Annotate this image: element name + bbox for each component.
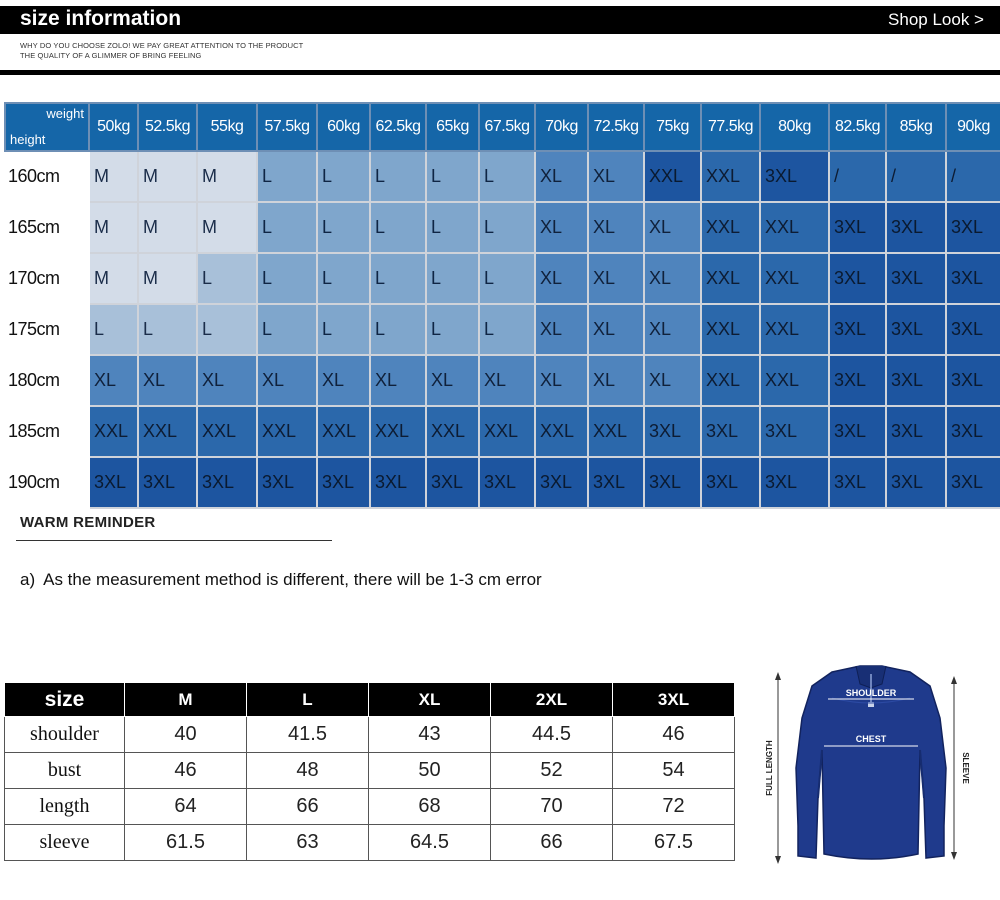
grid-row [5,202,1000,253]
measurement-value: 44.5 [491,717,613,753]
warm-reminder-item [20,570,542,590]
page-title: size information [20,7,182,30]
size-cell: 3XL [89,457,138,508]
size-cell: 3XL [257,457,317,508]
size-cell: L [426,202,479,253]
size-cell: XXL [701,151,760,202]
size-cell: L [257,253,317,304]
size-cell: L [197,304,257,355]
size-cell: M [138,253,197,304]
size-cell: XXL [760,202,829,253]
corner-height-label: height [10,132,46,147]
size-cell: XL [257,355,317,406]
weight-header: 57.5kg [257,103,317,151]
weight-header: 50kg [89,103,138,151]
size-cell: 3XL [946,304,1000,355]
size-cell: 3XL [829,406,886,457]
size-cell: XXL [701,202,760,253]
size-cell: 3XL [644,457,701,508]
size-cell: L [197,253,257,304]
measurement-value: 48 [247,753,369,789]
size-cell: XL [644,253,701,304]
size-header: XL [369,683,491,717]
measurement-value: 41.5 [247,717,369,753]
size-cell: L [426,304,479,355]
header-bar [0,6,1000,34]
size-cell: XXL [535,406,588,457]
size-column-header: size [5,683,125,717]
size-cell: 3XL [886,457,946,508]
measurement-row [5,753,735,789]
weight-header: 62.5kg [370,103,426,151]
size-cell: XL [535,202,588,253]
size-cell: XXL [197,406,257,457]
size-cell: XL [535,253,588,304]
size-cell: 3XL [829,253,886,304]
size-cell: 3XL [644,406,701,457]
grid-row [5,253,1000,304]
size-cell: L [370,253,426,304]
size-cell: XL [138,355,197,406]
height-header: 175cm [5,304,89,355]
size-cell: L [257,151,317,202]
size-cell: 3XL [760,457,829,508]
measurement-value: 68 [369,789,491,825]
size-recommendation-grid [4,102,1000,509]
size-cell: L [138,304,197,355]
size-cell: 3XL [701,406,760,457]
sleeve-arrow [951,676,957,860]
warm-reminder-title: WARM REMINDER [20,514,156,531]
size-cell: XXL [138,406,197,457]
measurement-row [5,789,735,825]
shoulder-label: SHOULDER [845,688,897,698]
size-cell: 3XL [370,457,426,508]
height-header: 185cm [5,406,89,457]
grid-row [5,457,1000,508]
subtitle-line-2: THE QUALITY OF A GLIMMER OF BRING FEELING [20,51,202,60]
weight-header: 77.5kg [701,103,760,151]
size-cell: XL [89,355,138,406]
size-cell: L [370,304,426,355]
measurement-value: 61.5 [125,825,247,861]
size-cell: 3XL [197,457,257,508]
size-cell: 3XL [886,253,946,304]
size-cell: M [89,202,138,253]
size-cell: L [317,253,370,304]
shop-look-link[interactable]: Shop Look > [888,10,984,29]
weight-header: 90kg [946,103,1000,151]
size-cell: 3XL [829,355,886,406]
measurement-value: 52 [491,753,613,789]
size-header: L [247,683,369,717]
size-cell: XL [644,355,701,406]
measurement-label: shoulder [5,717,125,753]
size-cell: L [479,151,535,202]
size-cell: / [829,151,886,202]
size-cell: XL [479,355,535,406]
size-cell: 3XL [535,457,588,508]
size-cell: 3XL [138,457,197,508]
size-cell: L [479,202,535,253]
size-header: 2XL [491,683,613,717]
size-cell: 3XL [760,406,829,457]
size-cell: 3XL [829,457,886,508]
size-cell: M [197,202,257,253]
weight-header: 55kg [197,103,257,151]
sleeve-label: SLEEVE [961,752,970,784]
height-header: 170cm [5,253,89,304]
size-cell: 3XL [829,202,886,253]
size-cell: L [479,304,535,355]
measurement-value: 72 [613,789,735,825]
size-cell: M [138,202,197,253]
size-cell: 3XL [588,457,644,508]
height-header: 160cm [5,151,89,202]
size-cell: 3XL [479,457,535,508]
measurement-value: 66 [247,789,369,825]
size-cell: M [89,151,138,202]
size-cell: 3XL [317,457,370,508]
weight-header: 70kg [535,103,588,151]
size-cell: XXL [701,253,760,304]
measurement-label: length [5,789,125,825]
measurement-value: 50 [369,753,491,789]
size-cell: XL [588,202,644,253]
measurement-value: 64 [125,789,247,825]
weight-header: 85kg [886,103,946,151]
measurement-value: 64.5 [369,825,491,861]
size-cell: / [946,151,1000,202]
measurement-value: 67.5 [613,825,735,861]
corner-weight-label: weight [46,106,84,121]
size-cell: / [886,151,946,202]
size-cell: XL [588,151,644,202]
weight-header: 65kg [426,103,479,151]
size-cell: XL [197,355,257,406]
weight-header: 60kg [317,103,370,151]
grid-row [5,355,1000,406]
measurement-value: 54 [613,753,735,789]
size-cell: XXL [317,406,370,457]
size-cell: XL [535,151,588,202]
measurement-value: 40 [125,717,247,753]
measurement-label: bust [5,753,125,789]
measurement-row [5,717,735,753]
size-cell: 3XL [760,151,829,202]
size-cell: L [317,304,370,355]
warm-reminder-underline [16,540,332,541]
height-header: 165cm [5,202,89,253]
grid-row [5,151,1000,202]
header-divider [0,70,1000,75]
size-cell: XL [535,355,588,406]
sweater-measurement-illustration [760,658,992,870]
weight-header: 52.5kg [138,103,197,151]
chest-label: CHEST [855,734,887,744]
size-cell: L [426,151,479,202]
size-cell: XXL [760,253,829,304]
size-cell: M [197,151,257,202]
size-cell: XXL [644,151,701,202]
size-cell: XXL [257,406,317,457]
size-cell: XXL [370,406,426,457]
size-cell: XXL [89,406,138,457]
grid-row [5,304,1000,355]
size-cell: 3XL [886,304,946,355]
size-cell: L [317,202,370,253]
size-cell: XXL [701,304,760,355]
size-cell: L [257,304,317,355]
size-cell: XXL [426,406,479,457]
weight-header: 82.5kg [829,103,886,151]
size-cell: XXL [701,355,760,406]
measurement-value: 43 [369,717,491,753]
size-cell: XL [588,355,644,406]
weight-header: 67.5kg [479,103,535,151]
warm-reminder-marker: a) [20,570,36,589]
height-header: 190cm [5,457,89,508]
size-cell: M [89,253,138,304]
size-cell: XXL [760,304,829,355]
size-cell: 3XL [829,304,886,355]
size-cell: L [317,151,370,202]
size-cell: 3XL [886,406,946,457]
full-length-label: FULL LENGTH [765,740,774,796]
full-length-arrow [775,672,781,864]
size-header: 3XL [613,683,735,717]
warm-reminder-text: As the measurement method is different, there will be 1-3 cm error [43,570,542,589]
size-cell: L [426,253,479,304]
size-cell: L [89,304,138,355]
weight-header: 72.5kg [588,103,644,151]
size-cell: XXL [479,406,535,457]
size-cell: XL [588,304,644,355]
measurement-value: 46 [613,717,735,753]
size-cell: 3XL [946,202,1000,253]
measurement-table [4,682,735,861]
measurement-value: 46 [125,753,247,789]
size-cell: XL [426,355,479,406]
size-cell: XL [644,304,701,355]
size-cell: XXL [588,406,644,457]
size-cell: 3XL [886,202,946,253]
size-header: M [125,683,247,717]
measurement-label: sleeve [5,825,125,861]
measurement-value: 70 [491,789,613,825]
size-cell: 3XL [426,457,479,508]
size-cell: 3XL [701,457,760,508]
measurement-row [5,825,735,861]
size-cell: 3XL [946,457,1000,508]
measurement-value: 66 [491,825,613,861]
size-cell: L [257,202,317,253]
size-cell: XXL [760,355,829,406]
weight-header: 75kg [644,103,701,151]
size-cell: XL [370,355,426,406]
size-cell: XL [535,304,588,355]
grid-corner-cell [5,103,89,151]
size-cell: 3XL [946,406,1000,457]
measurement-value: 63 [247,825,369,861]
size-cell: XL [644,202,701,253]
size-cell: L [479,253,535,304]
size-cell: 3XL [946,253,1000,304]
size-cell: XL [588,253,644,304]
size-cell: 3XL [946,355,1000,406]
size-cell: L [370,151,426,202]
size-cell: M [138,151,197,202]
size-cell: 3XL [886,355,946,406]
subtitle-line-1: WHY DO YOU CHOOSE ZOLO! WE PAY GREAT ATTENTION TO THE PRODUCT [20,41,304,50]
size-cell: L [370,202,426,253]
height-header: 180cm [5,355,89,406]
size-cell: XL [317,355,370,406]
grid-row [5,406,1000,457]
weight-header: 80kg [760,103,829,151]
